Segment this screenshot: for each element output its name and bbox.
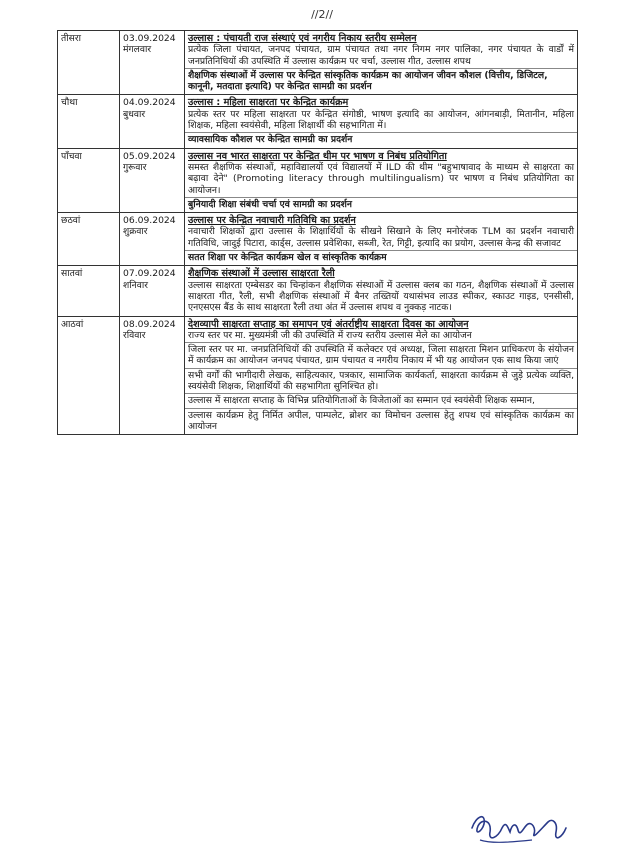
weekday-text: शुक्रवार <box>123 226 148 238</box>
activity-cell <box>185 266 578 316</box>
schedule-table <box>57 30 578 435</box>
activity-description: उल्लास कार्यक्रम हेतु निर्मित अपील, पाम्पलेट, ब्रोशर का विमोचन उल्लास हेतु शपथ एवं सांस्कृतिक कार्यक्रम का आयोजन <box>188 409 574 432</box>
day-cell: पाँचवा <box>58 148 120 212</box>
divider <box>185 197 577 198</box>
date-cell <box>120 266 185 316</box>
day-cell: आठवां <box>58 316 120 435</box>
date-cell <box>120 95 185 148</box>
schedule-row <box>58 266 578 316</box>
date-text: 07.09.2024 <box>123 268 176 280</box>
activity-description: प्रत्येक जिला पंचायत, जनपद पंचायत, ग्राम पंचायत तथा नगर निगम नगर पालिका, नगर पंचायत के वार्डों में जनप्रतिनिधियों की उपस्थिति में उल्लास कार्यक्रम पर चर्चा, उल्लास गीत, उल्लास शपथ <box>188 44 574 67</box>
date-text: 04.09.2024 <box>123 97 176 109</box>
schedule-row <box>58 31 578 95</box>
activity-title: उल्लास : महिला साक्षरता पर केन्द्रित कार्यक्रम <box>188 97 349 109</box>
weekday-text: गुरूवार <box>123 161 147 173</box>
activity-title: देशव्यापी साक्षरता सप्ताह का समापन एवं अंतर्राष्ट्रीय साक्षरता दिवस का आयोजन <box>188 318 469 330</box>
activity-cell <box>185 213 578 266</box>
activity-title: उल्लास : पंचायती राज संस्थाएं एवं नगरीय निकाय स्तरीय सम्मेलन <box>188 33 417 44</box>
activity-cell <box>185 316 578 435</box>
date-text: 08.09.2024 <box>123 318 176 330</box>
date-text: 05.09.2024 <box>123 150 176 162</box>
activity-highlight: शैक्षणिक संस्थाओं में उल्लास पर केन्द्रित सांस्कृतिक कार्यक्रम का आयोजन जीवन कौशल (वित्तीय, डिजिटल, कानूनी, मतदाता इत्यादि) पर केन्द्रित सामग्री का प्रदर्शन <box>188 69 548 93</box>
activity-title: उल्लास नव भारत साक्षरता पर केन्द्रित थीम पर भाषण व निबंध प्रतियोगिता <box>188 150 447 162</box>
activity-highlight: बुनियादी शिक्षा संबंधी चर्चा एवं सामग्री का प्रदर्शन <box>188 198 352 210</box>
date-cell <box>120 31 185 95</box>
schedule-row <box>58 213 578 266</box>
divider <box>185 342 577 343</box>
activity-description: उल्लास साक्षरता एम्बेसडर का चिन्हांकन शैक्षणिक संस्थाओं में उल्लास क्लब का गठन, शैक्षणिक संस्थाओं में उल्लास साक्षरता गीत, रैली, सभी शैक्षणिक संस्थाओं में बैनर तख्तियों यथासंभव लाउड स्पीकर, स्काउट गाइड, एनसीसी, एनएसएस बैंड के साथ साक्षरता रैली तथा अंत में उल्लास शपथ व नुक्कड़ नाटक। <box>188 279 574 314</box>
activity-highlight: सतत शिक्षा पर केन्द्रित कार्यक्रम खेल व सांस्कृतिक कार्यक्रम <box>188 252 387 264</box>
date-cell <box>120 148 185 212</box>
weekday-text: बुधवार <box>123 108 146 120</box>
activity-description: जिला स्तर पर मा. जनप्रतिनिधियों की उपस्थिति में कलेक्टर एवं अध्यक्ष, जिला साक्षरता मिशन प्राधिकरण के संयोजन में कार्यक्रम का आयोजन जनपद पंचायत, ग्राम पंचायत व नगरीय निकाय में भी यह आयोजन एक साथ किया जाएं <box>188 344 574 367</box>
day-cell: छठवां <box>58 213 120 266</box>
divider <box>185 368 577 369</box>
activity-description: प्रत्येक स्तर पर महिला साक्षरता पर केन्द्रित संगोष्ठी, भाषण इत्यादि का आयोजन, आंगनबाड़ी, मितानीन, महिला शिक्षक, महिला स्वयंसेवी, महिला शिक्षार्थी की सहभागिता में। <box>188 108 574 132</box>
divider <box>185 250 577 251</box>
divider <box>185 68 577 69</box>
weekday-text: शनिवार <box>123 279 148 291</box>
activity-title: उल्लास पर केन्द्रित नवाचारी गतिविधि का प्रदर्शन <box>188 215 356 227</box>
activity-description: उल्लास में साक्षरता सप्ताह के विभिन्न प्रतियोगिताओं के विजेताओं का सम्मान एवं स्वयंसेवी शिक्षक सम्मान, <box>188 395 535 407</box>
activity-description: नवाचारी शिक्षकों द्वारा उल्लास के शिक्षार्थियों के सीखने सिखाने के लिए मनोरंजक TLM का प्रदर्शन नवाचारी गतिविधि, जादुई पिटारा, कार्ड्स, उल्लास प्रवेशिका, सब्जी, रेत, गिट्टी, इत्यादि का प्रयोग, उल्लास केन्द्र की सजावट <box>188 226 574 249</box>
activity-description: राज्य स्तर पर मा. मुख्यमंत्री जी की उपस्थिति में राज्य स्तरीय उल्लास मेले का आयोजन <box>188 329 472 341</box>
day-cell: चौथा <box>58 95 120 148</box>
date-text: 06.09.2024 <box>123 215 176 227</box>
schedule-row <box>58 316 578 435</box>
schedule-row <box>58 148 578 212</box>
activity-cell <box>185 31 578 95</box>
signature <box>462 798 572 848</box>
activity-description: समस्त शैक्षणिक संस्थाओं, महाविद्यालयों एवं विद्यालयों में ILD की थीम "बहुभाषावाद के माध्यम से साक्षरता का बढ़ावा देने" (Promoting literacy through multilingualism) पर भाषण व निबंध प्रतियोगिता का आयोजन। <box>188 161 574 196</box>
date-cell <box>120 316 185 435</box>
day-cell: तीसरा <box>58 31 120 95</box>
page-number: //2// <box>311 8 333 21</box>
schedule-row <box>58 95 578 148</box>
activity-cell <box>185 95 578 148</box>
activity-cell <box>185 148 578 212</box>
activity-title: शैक्षणिक संस्थाओं में उल्लास साक्षरता रैली <box>188 268 335 280</box>
day-cell: सातवां <box>58 266 120 316</box>
date-cell <box>120 213 185 266</box>
weekday-text: मंगलवार <box>123 44 152 56</box>
activity-highlight: व्यावसायिक कौशल पर केन्द्रित सामग्री का प्रदर्शन <box>188 134 353 146</box>
activity-description: सभी वर्गों की भागीदारी लेखक, साहित्यकार, पत्रकार, सामाजिक कार्यकर्ता, साक्षरता कार्यक्रम से जुड़े प्रत्येक व्यक्ति, स्वयंसेवी शिक्षक, शिक्षार्थियों की सहभागिता सुनिश्चित हो। <box>188 369 574 393</box>
divider <box>185 408 577 409</box>
date-text: 03.09.2024 <box>123 33 176 44</box>
weekday-text: रविवार <box>123 329 146 341</box>
